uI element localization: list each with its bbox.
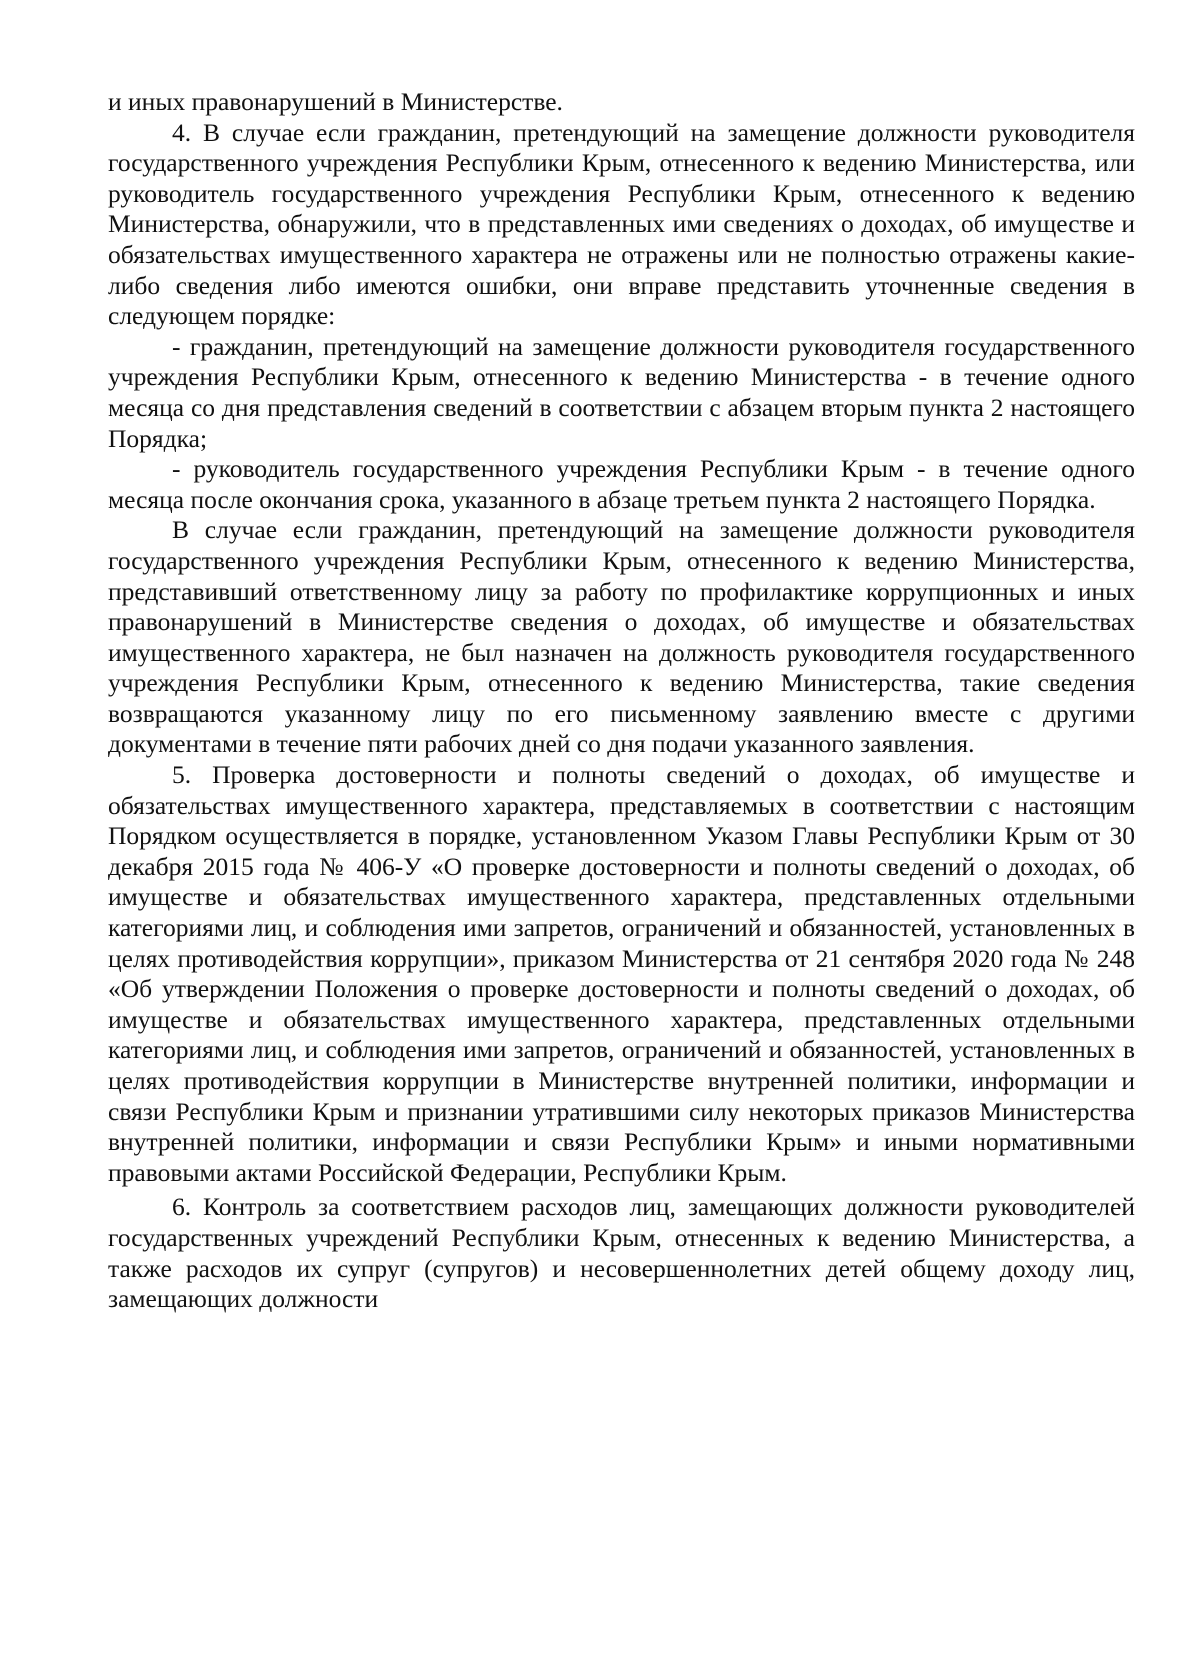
document-body [108,87,1135,1315]
paragraph-dash-head: - руководитель государственного учреждения Республики Крым - в течение одного месяца после окончания срока, указанного в абзаце третьем пункта 2 настоящего Порядка. [108,454,1135,514]
paragraph-continuation: и иных правонарушений в Министерстве. [108,87,563,116]
paragraph-return-info: В случае если гражданин, претендующий на замещение должности руководителя государственного учреждения Республики Крым, отнесенного к ведению Министерства, представивший ответственному лицу за работу по профилактике коррупционных и иных правонарушений в Министерстве сведения о доходах, об имуществе и обязательствах имущественного характера, не был назначен на должность руководителя государственного учреждения Республики Крым, отнесенного к ведению Министерства, такие сведения возвращаются указанному лицу по его письменному заявлению вместе с другими документами в течение пяти рабочих дней со дня подачи указанного заявления. [108,515,1135,759]
paragraph-item-4: 4. В случае если гражданин, претендующий на замещение должности руководителя государственного учреждения Республики Крым, отнесенного к ведению Министерства, или руководитель государственного учреждения Республики Крым, отнесенного к ведению Министерства, обнаружили, что в представленных ими сведениях о доходах, об имуществе и обязательствах имущественного характера не отражены или не полностью отражены какие-либо сведения либо имеются ошибки, они вправе представить уточненные сведения в следующем порядке: [108,117,1135,331]
paragraph-dash-citizen: - гражданин, претендующий на замещение должности руководителя государственного учреждения Республики Крым, отнесенного к ведению Министерства - в течение одного месяца со дня представления сведений в соответствии с абзацем вторым пункта 2 настоящего Порядка; [108,331,1135,453]
paragraph-item-6: 6. Контроль за соответствием расходов лиц, замещающих должности руководителей государственных учреждений Республики Крым, отнесенных к ведению Министерства, а также расходов их супруг (супругов) и несовершеннолетних детей общему доходу лиц, замещающих должности [108,1192,1135,1314]
paragraph-item-5: 5. Проверка достоверности и полноты сведений о доходах, об имуществе и обязательствах имущественного характера, представляемых в соответствии с настоящим Порядком осуществляется в порядке, установленном Указом Главы Республики Крым от 30 декабря 2015 года № 406-У «О проверке достоверности и полноты сведений о доходах, об имуществе и обязательствах имущественного характера, представленных отдельными категориями лиц, и соблюдения ими запретов, ограничений и обязанностей, установленных в целях противодействия коррупции», приказом Министерства от 21 сентября 2020 года № 248 «Об утверждении Положения о проверке достоверности и полноты сведений о доходах, об имуществе и обязательствах имущественного характера, представленных отдельными категориями лиц, и соблюдения ими запретов, ограничений и обязанностей, установленных в целях противодействия коррупции в Министерстве внутренней политики, информации и связи Республики Крым и признании утратившими силу некоторых приказов Министерства внутренней политики, информации и связи Республики Крым» и иными нормативными правовыми актами Российской Федерации, Республики Крым. [108,760,1135,1187]
